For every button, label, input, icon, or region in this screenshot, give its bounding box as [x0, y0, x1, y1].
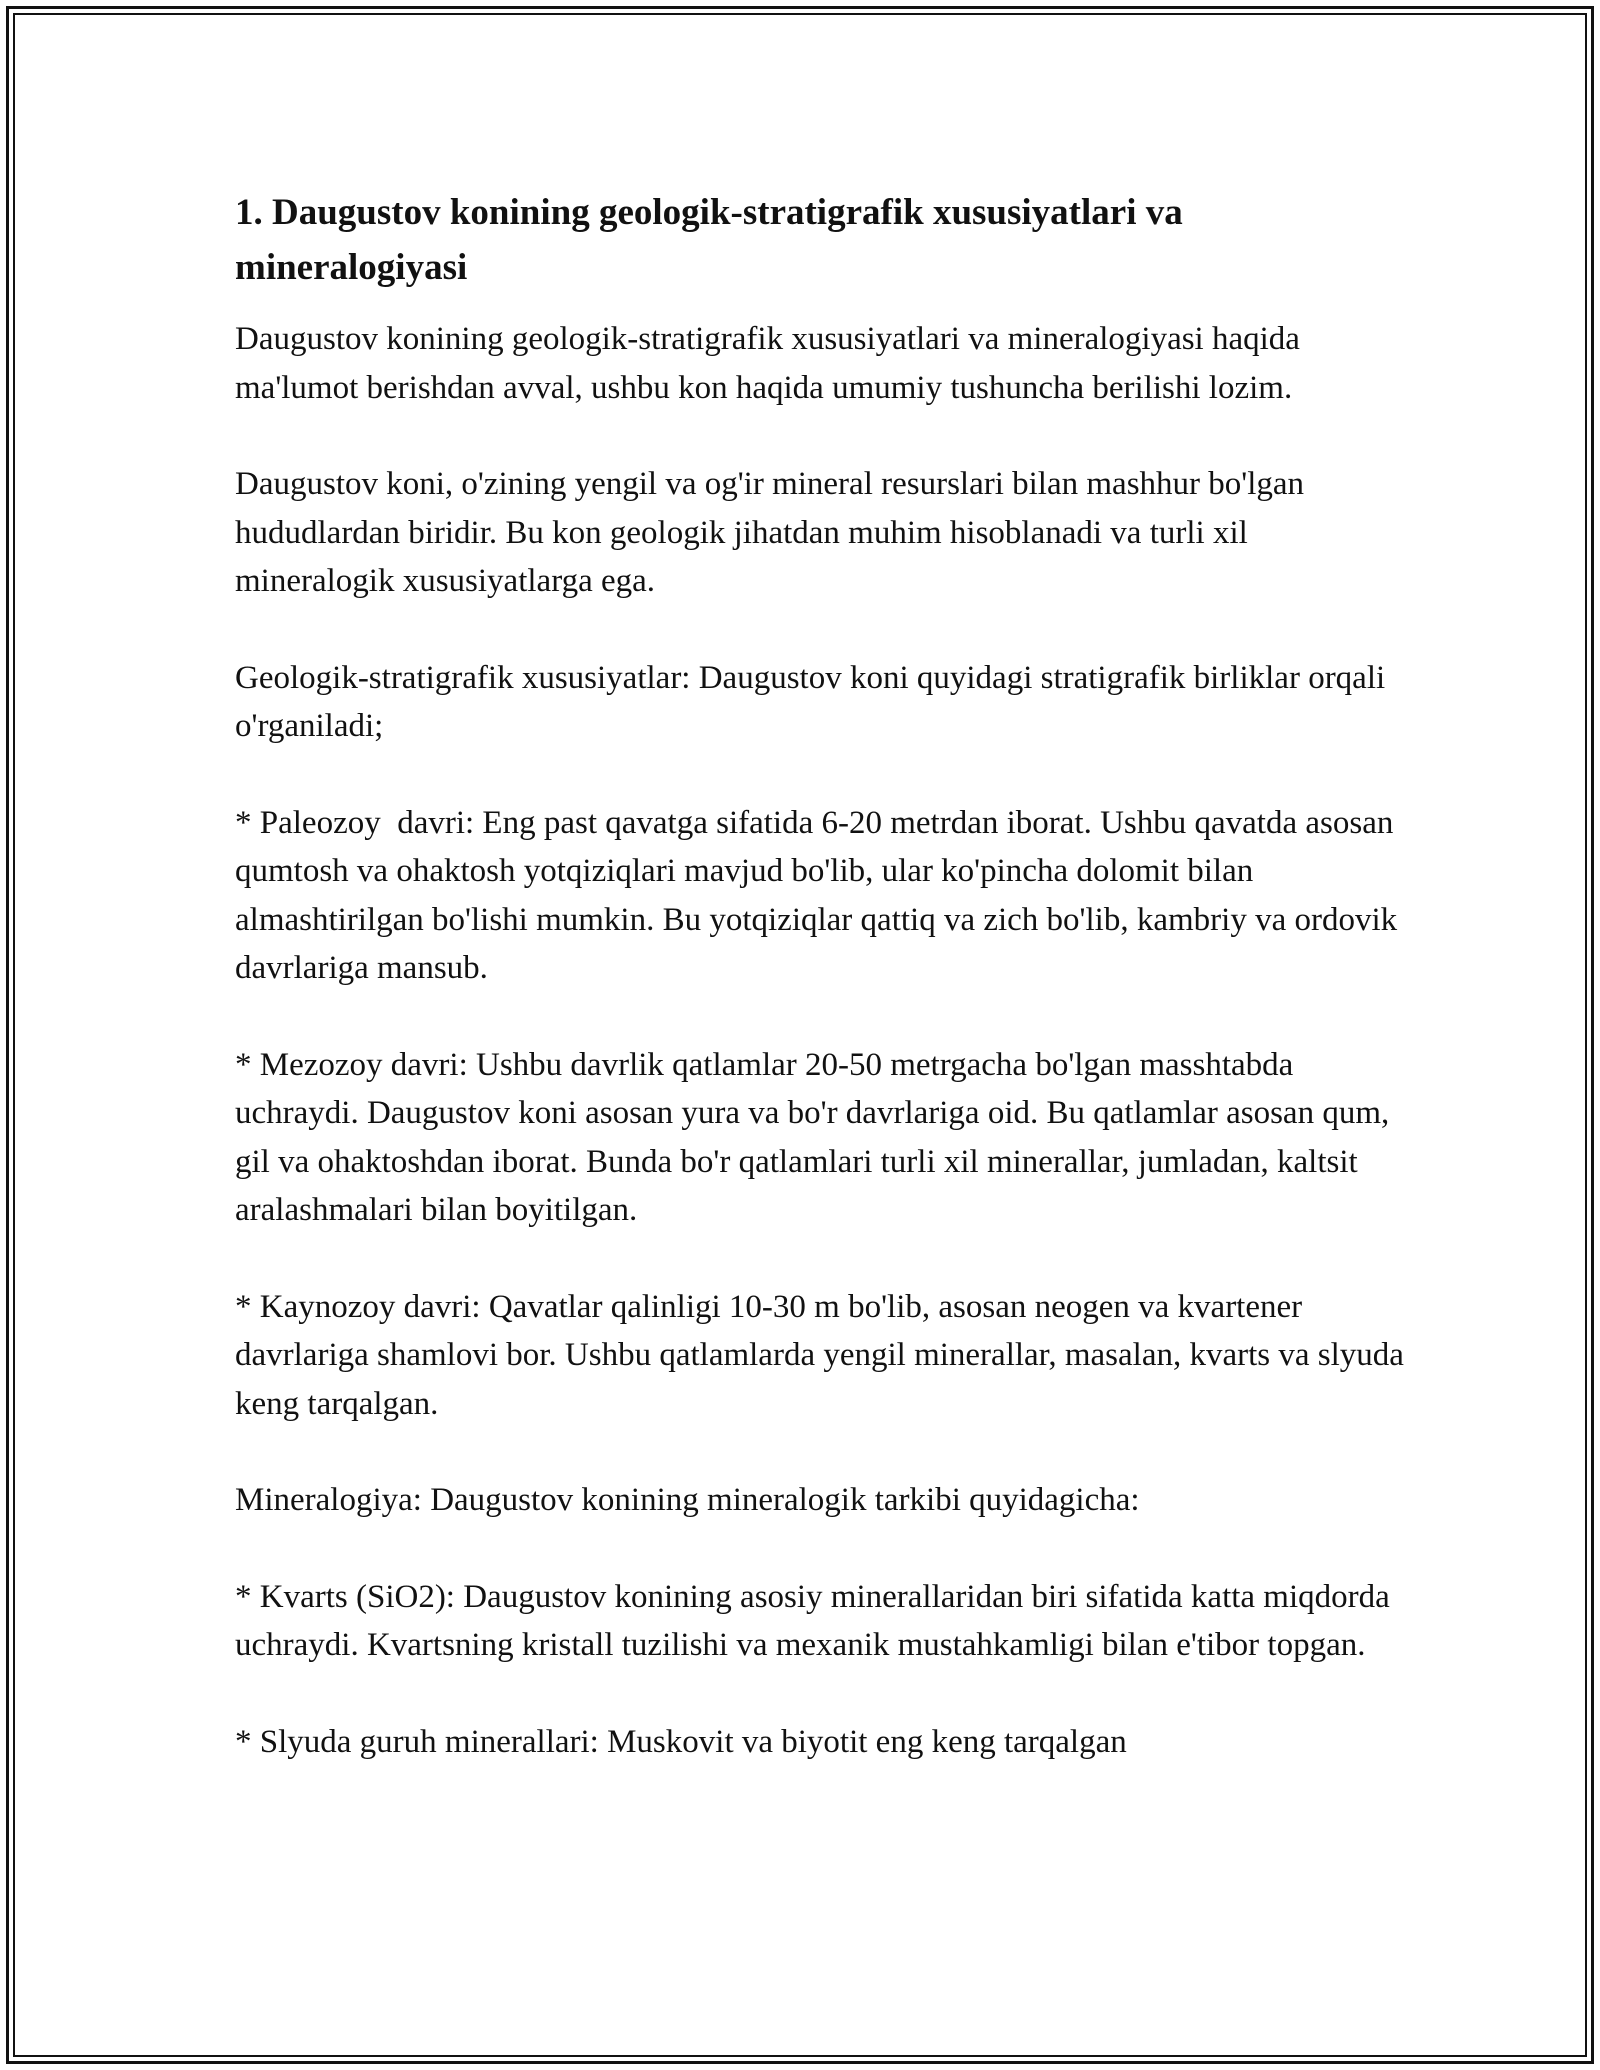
paleozoic-paragraph: * Paleozoy davri: Eng past qavatga sifatida 6-20 metrdan iborat. Ushbu qavatda asosan qumtosh va ohaktosh yotqiziqlari mavjud bo'lib, ular ko'pincha dolomit bilan almashtirilgan bo'lishi mumkin. Bu yotqiziqlar qattiq va zich bo'lib, kambriy va ordovik davrlariga mansub. [235, 804, 1406, 986]
mineralogy-heading-paragraph: Mineralogiya: Daugustov konining mineralogik tarkibi quyidagicha: [235, 1482, 1140, 1518]
intro-paragraph: Daugustov konining geologik-stratigrafik xususiyatlari va mineralogiyasi haqida ma'lumot berishdan avval, ushbu kon haqida umumiy tushuncha berilishi lozim. [235, 321, 1309, 406]
document-body [235, 185, 1415, 1766]
quartz-paragraph: * Kvarts (SiO2): Daugustov konining asosiy minerallaridan biri sifatida katta miqdorda uchraydi. Kvartsning kristall tuzilishi va mexanik mustahkamligi bilan e'tibor topgan. [235, 1578, 1399, 1663]
mesozoic-paragraph: * Mezozoy davri: Ushbu davrlik qatlamlar 20-50 metrgacha bo'lgan masshtabda uchraydi. Daugustov koni asosan yura va bo'r davrlariga oid. Bu qatlamlar asosan qum, gil va ohaktoshdan iborat. Bunda bo'r qatlamlari turli xil minerallar, jumladan, kaltsit aralashmalari bilan boyitilgan. [235, 1046, 1398, 1228]
overview-paragraph: Daugustov koni, o'zining yengil va og'ir mineral resurslari bilan mashhur bo'lgan hududlardan biridir. Bu kon geologik jihatdan muhim hisoblanadi va turli xil mineralogik xususiyatlarga ega. [235, 466, 1313, 599]
document-title: 1. Daugustov konining geologik-stratigrafik xususiyatlari va mineralogiyasi [235, 192, 1183, 288]
stratigraphy-heading-paragraph: Geologik-stratigrafik xususiyatlar: Daugustov koni quyidagi stratigrafik birliklar orqali o'rganiladi; [235, 659, 1394, 744]
mica-paragraph: * Slyuda guruh minerallari: Muskovit va biyotit eng keng tarqalgan [235, 1723, 1127, 1760]
cenozoic-paragraph: * Kaynozoy davri: Qavatlar qalinligi 10-30 m bo'lib, asosan neogen va kvartener davrlariga shamlovi bor. Ushbu qatlamlarda yengil minerallar, masalan, kvarts va slyuda keng tarqalgan. [235, 1288, 1413, 1422]
